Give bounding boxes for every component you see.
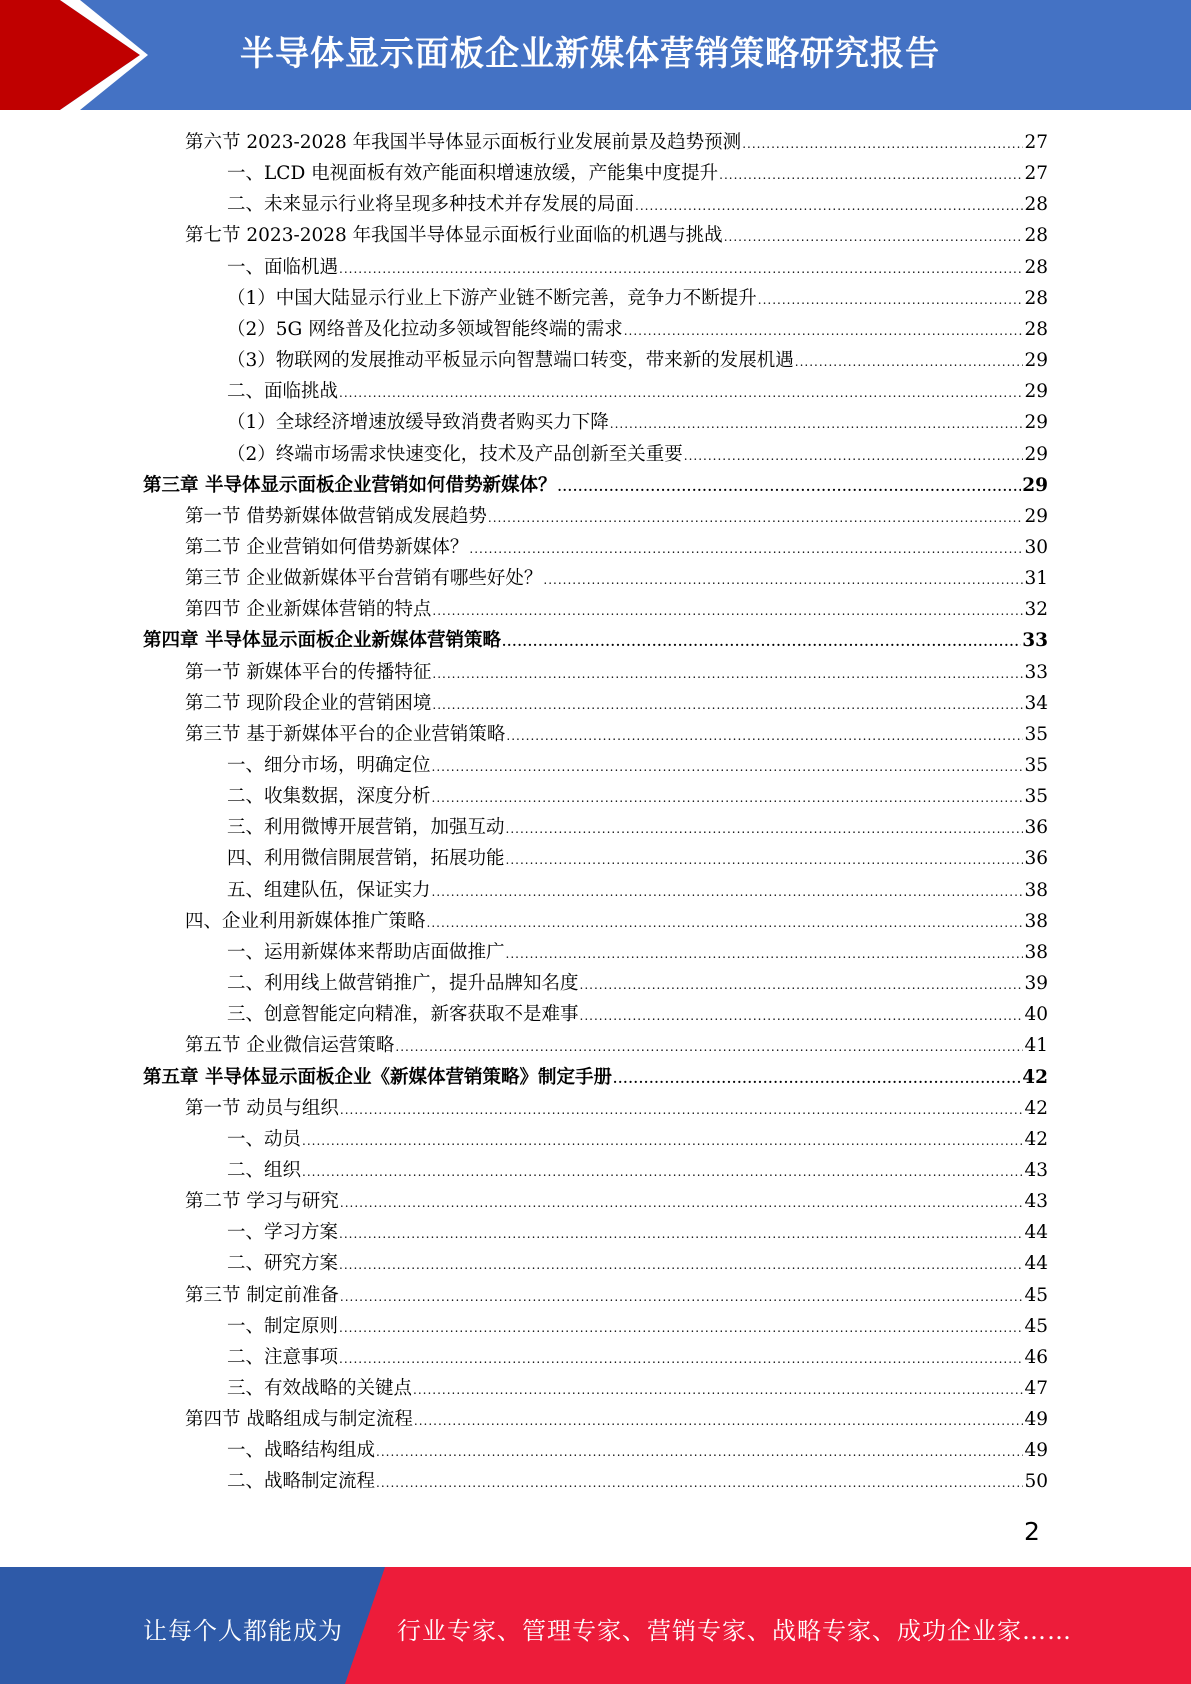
toc-entry-title: 第三节 企业做新媒体平台营销有哪些好处？ [185, 568, 543, 590]
report-title: 半导体显示面板企业新媒体营销策略研究报告 [240, 34, 940, 74]
toc-entry-page: 29 [1024, 443, 1048, 465]
toc-entry[interactable] [227, 999, 1048, 1030]
toc-chapter-entry[interactable] [143, 1062, 1048, 1093]
toc-entry-page: 33 [1022, 630, 1048, 652]
toc-entry[interactable] [227, 1373, 1048, 1404]
toc-entry-title: 第三节 制定前准备 [185, 1284, 339, 1306]
toc-leader-dots [339, 254, 1023, 285]
toc-entry-page: 44 [1024, 1222, 1048, 1244]
toc-entry-title: 一、学习方案 [227, 1222, 339, 1244]
toc-leader-dots [502, 627, 1021, 658]
toc-leader-dots [432, 877, 1024, 908]
toc-entry-title: 三、有效战略的关键点 [227, 1378, 413, 1399]
toc-leader-dots [376, 1437, 1023, 1468]
toc-entry[interactable] [227, 283, 1048, 314]
toc-leader-dots [376, 1468, 1023, 1499]
toc-entry[interactable] [185, 657, 1048, 688]
toc-entry-page: 30 [1024, 536, 1048, 558]
toc-entry-page: 40 [1024, 1004, 1048, 1026]
toc-leader-dots [758, 285, 1024, 316]
toc-entry[interactable] [185, 220, 1048, 251]
toc-entry-title: 第四节 战略组成与制定流程 [185, 1409, 413, 1431]
toc-entry-page: 35 [1024, 786, 1048, 808]
toc-leader-dots [339, 378, 1023, 409]
toc-entry[interactable] [185, 532, 1048, 563]
toc-leader-dots [339, 1313, 1023, 1344]
toc-leader-dots [742, 129, 1023, 160]
toc-entry-title: 二、组织 [227, 1159, 302, 1181]
toc-leader-dots [432, 752, 1024, 783]
toc-entry-page: 29 [1024, 381, 1048, 403]
toc-entry-page: 50 [1024, 1471, 1048, 1493]
toc-entry-page: 45 [1024, 1284, 1048, 1306]
toc-entry-title: （2）终端市场需求快速变化，技术及产品创新至关重要 [227, 443, 683, 465]
toc-entry[interactable] [227, 252, 1048, 283]
toc-entry[interactable] [227, 1466, 1048, 1497]
toc-leader-dots [340, 1282, 1024, 1313]
toc-entry[interactable] [227, 875, 1048, 906]
toc-entry-title: 第五节 企业微信运营策略 [185, 1035, 395, 1057]
toc-entry[interactable] [227, 158, 1048, 189]
toc-leader-dots [684, 441, 1024, 472]
toc-entry-title: 一、动员 [227, 1128, 302, 1150]
toc-leader-dots [432, 783, 1024, 814]
toc-entry-page: 33 [1024, 661, 1048, 683]
toc-entry-page: 35 [1024, 723, 1048, 745]
toc-entry[interactable] [185, 1186, 1048, 1217]
page-number: 2 [1024, 1517, 1040, 1546]
toc-leader-dots [557, 472, 1021, 503]
toc-entry-page: 32 [1024, 599, 1048, 621]
toc-entry[interactable] [227, 843, 1048, 874]
toc-entry-title: 四、利用微信開展营销，拓展功能 [227, 848, 505, 870]
toc-leader-dots [432, 659, 1023, 690]
toc-leader-dots [413, 1375, 1023, 1406]
toc-leader-dots [580, 970, 1024, 1001]
toc-entry[interactable] [185, 906, 1048, 937]
toc-entry[interactable] [227, 968, 1048, 999]
toc-entry[interactable] [185, 594, 1048, 625]
toc-leader-dots [395, 1032, 1023, 1063]
toc-entry[interactable] [227, 750, 1048, 781]
toc-entry-title: 五、组建队伍，保证实力 [227, 879, 431, 901]
toc-entry-page: 42 [1022, 1066, 1048, 1088]
toc-entry-page: 47 [1024, 1378, 1048, 1399]
toc-leader-dots [432, 596, 1023, 627]
toc-entry[interactable] [185, 688, 1048, 719]
toc-leader-dots [339, 1219, 1023, 1250]
toc-entry-title: 一、面临机遇 [227, 256, 339, 278]
toc-leader-dots [302, 1157, 1023, 1188]
toc-leader-dots [580, 1001, 1024, 1032]
toc-entry-title: 二、面临挑战 [227, 381, 339, 403]
toc-leader-dots [613, 1064, 1021, 1095]
toc-leader-dots [340, 1188, 1024, 1219]
toc-entry[interactable] [227, 812, 1048, 843]
toc-entry[interactable] [227, 439, 1048, 470]
toc-entry[interactable] [185, 1404, 1048, 1435]
toc-entry-page: 43 [1024, 1159, 1048, 1181]
toc-entry[interactable] [227, 345, 1048, 376]
toc-entry-title: 第五章 半导体显示面板企业《新媒体营销策略》制定手册 [143, 1066, 612, 1088]
toc-chapter-entry[interactable] [143, 470, 1048, 501]
toc-entry[interactable] [185, 1030, 1048, 1061]
toc-entry[interactable] [185, 127, 1048, 158]
toc-entry-page: 46 [1024, 1346, 1048, 1368]
toc-entry-title: 一、制定原则 [227, 1315, 339, 1337]
toc-entry-page: 44 [1024, 1253, 1048, 1275]
toc-entry-page: 31 [1024, 568, 1048, 590]
toc-entry-title: 四、企业利用新媒体推广策略 [185, 910, 426, 932]
toc-entry-page: 29 [1024, 412, 1048, 434]
toc-entry-title: 第一节 新媒体平台的传播特征 [185, 661, 432, 683]
toc-entry[interactable] [185, 1280, 1048, 1311]
toc-entry[interactable] [227, 1124, 1048, 1155]
toc-leader-dots [432, 690, 1023, 721]
toc-entry[interactable] [227, 937, 1048, 968]
header-chevron-icon [0, 0, 170, 110]
toc-entry-page: 41 [1024, 1035, 1048, 1057]
toc-leader-dots [427, 908, 1024, 939]
toc-entry-page: 38 [1024, 910, 1048, 932]
toc-leader-dots [506, 845, 1024, 876]
toc-leader-dots [506, 814, 1024, 845]
toc-chapter-entry[interactable] [143, 625, 1048, 656]
toc-entry-title: （1）中国大陆显示行业上下游产业链不断完善，竞争力不断提升 [227, 287, 757, 309]
page-footer [0, 1567, 1191, 1684]
toc-entry[interactable] [227, 1248, 1048, 1279]
toc-entry-title: 三、创意智能定向精准，新客获取不是难事 [227, 1004, 579, 1026]
toc-entry-page: 28 [1024, 256, 1048, 278]
toc-entry[interactable] [227, 1155, 1048, 1186]
toc-entry-title: 第二节 学习与研究 [185, 1191, 339, 1213]
toc-entry-title: 第二节 企业营销如何借势新媒体？ [185, 536, 469, 558]
toc-entry-title: 第四节 企业新媒体营销的特点 [185, 599, 432, 621]
toc-entry-page: 39 [1024, 973, 1048, 995]
toc-entry-title: 二、未来显示行业将呈现多种技术并存发展的局面 [227, 194, 635, 216]
toc-entry-title: 一、战略结构组成 [227, 1440, 376, 1462]
toc-entry-title: 二、利用线上做营销推广，提升品牌知名度 [227, 973, 579, 995]
toc-entry-title: 第七节 2023-2028 年我国半导体显示面板行业面临的机遇与挑战 [185, 225, 723, 247]
toc-entry-page: 45 [1024, 1315, 1048, 1337]
toc-leader-dots [302, 1126, 1023, 1157]
toc-entry-page: 38 [1024, 879, 1048, 901]
toc-entry[interactable] [185, 1093, 1048, 1124]
toc-entry-page: 42 [1024, 1097, 1048, 1119]
toc-entry[interactable] [227, 314, 1048, 345]
toc-entry-title: 二、战略制定流程 [227, 1471, 376, 1493]
toc-entry[interactable] [227, 376, 1048, 407]
toc-leader-dots [506, 721, 1023, 752]
toc-entry-title: 第一节 动员与组织 [185, 1097, 339, 1119]
toc-entry[interactable] [227, 781, 1048, 812]
toc-leader-dots [488, 503, 1024, 534]
toc-entry[interactable] [185, 719, 1048, 750]
toc-entry-page: 35 [1024, 755, 1048, 776]
footer-slogan-left: 让每个人都能成为 [143, 1617, 343, 1645]
toc-leader-dots [610, 409, 1024, 440]
toc-entry-page: 34 [1024, 692, 1048, 714]
toc-entry-title: 一、细分市场，明确定位 [227, 755, 431, 776]
toc-entry-title: 第六节 2023-2028 年我国半导体显示面板行业发展前景及趋势预测 [185, 132, 742, 153]
toc-entry-page: 28 [1024, 318, 1048, 340]
toc-entry-title: 二、注意事项 [227, 1346, 339, 1368]
page-header [0, 0, 1191, 110]
toc-entry-title: 二、研究方案 [227, 1253, 339, 1275]
toc-entry[interactable] [227, 1435, 1048, 1466]
toc-entry-page: 29 [1022, 474, 1048, 496]
toc-leader-dots [506, 939, 1024, 970]
toc-entry-page: 28 [1024, 287, 1048, 309]
toc-entry-page: 36 [1024, 817, 1048, 839]
toc-entry-page: 49 [1024, 1409, 1048, 1431]
toc-entry-page: 27 [1024, 163, 1048, 185]
toc-entry-title: 第四章 半导体显示面板企业新媒体营销策略 [143, 630, 501, 652]
toc-entry-title: 三、利用微博开展营销，加强互动 [227, 817, 505, 839]
toc-leader-dots [795, 347, 1024, 378]
toc-entry-title: 第三节 基于新媒体平台的企业营销策略 [185, 723, 506, 745]
toc-entry[interactable] [227, 407, 1048, 438]
toc-leader-dots [635, 191, 1023, 222]
toc-entry-page: 28 [1024, 225, 1048, 247]
toc-entry-page: 27 [1024, 132, 1048, 153]
toc-entry-page: 28 [1024, 194, 1048, 216]
toc-entry-title: （3）物联网的发展推动平板显示向智慧端口转变，带来新的发展机遇 [227, 350, 794, 372]
toc-leader-dots [414, 1406, 1024, 1437]
toc-entry-page: 29 [1024, 350, 1048, 372]
toc-leader-dots [339, 1250, 1023, 1281]
toc-entry-page: 38 [1024, 941, 1048, 963]
toc-entry-page: 43 [1024, 1191, 1048, 1213]
toc-leader-dots [339, 1344, 1023, 1375]
toc-entry[interactable] [185, 563, 1048, 594]
toc-leader-dots [340, 1095, 1024, 1126]
toc-entry-title: 一、运用新媒体来帮助店面做推广 [227, 941, 505, 963]
toc-entry-title: 第三章 半导体显示面板企业营销如何借势新媒体？ [143, 474, 557, 496]
toc-entry-title: 二、收集数据，深度分析 [227, 786, 431, 808]
toc-entry[interactable] [227, 1217, 1048, 1248]
toc-entry[interactable] [227, 1311, 1048, 1342]
toc-entry[interactable] [185, 501, 1048, 532]
toc-entry-title: 第二节 现阶段企业的营销困境 [185, 692, 432, 714]
toc-entry-page: 36 [1024, 848, 1048, 870]
toc-entry-title: 一、LCD 电视面板有效产能面积增速放缓，产能集中度提升 [227, 163, 719, 185]
toc-entry-title: 第一节 借势新媒体做营销成发展趋势 [185, 505, 487, 527]
toc-leader-dots [543, 565, 1023, 596]
toc-leader-dots [624, 316, 1024, 347]
toc-entry-title: （2）5G 网络普及化拉动多领域智能终端的需求 [227, 318, 623, 340]
toc-entry-page: 49 [1024, 1440, 1048, 1462]
toc-entry-page: 42 [1024, 1128, 1048, 1150]
toc-entry[interactable] [227, 1342, 1048, 1373]
toc-entry-page: 29 [1024, 505, 1048, 527]
toc-leader-dots [469, 534, 1023, 565]
toc-entry-title: （1）全球经济增速放缓导致消费者购买力下降 [227, 412, 609, 434]
toc-leader-dots [724, 222, 1024, 253]
footer-slogan-right: 行业专家、管理专家、营销专家、战略专家、成功企业家…… [397, 1617, 1072, 1645]
toc-leader-dots [719, 160, 1023, 191]
toc-entry[interactable] [227, 189, 1048, 220]
